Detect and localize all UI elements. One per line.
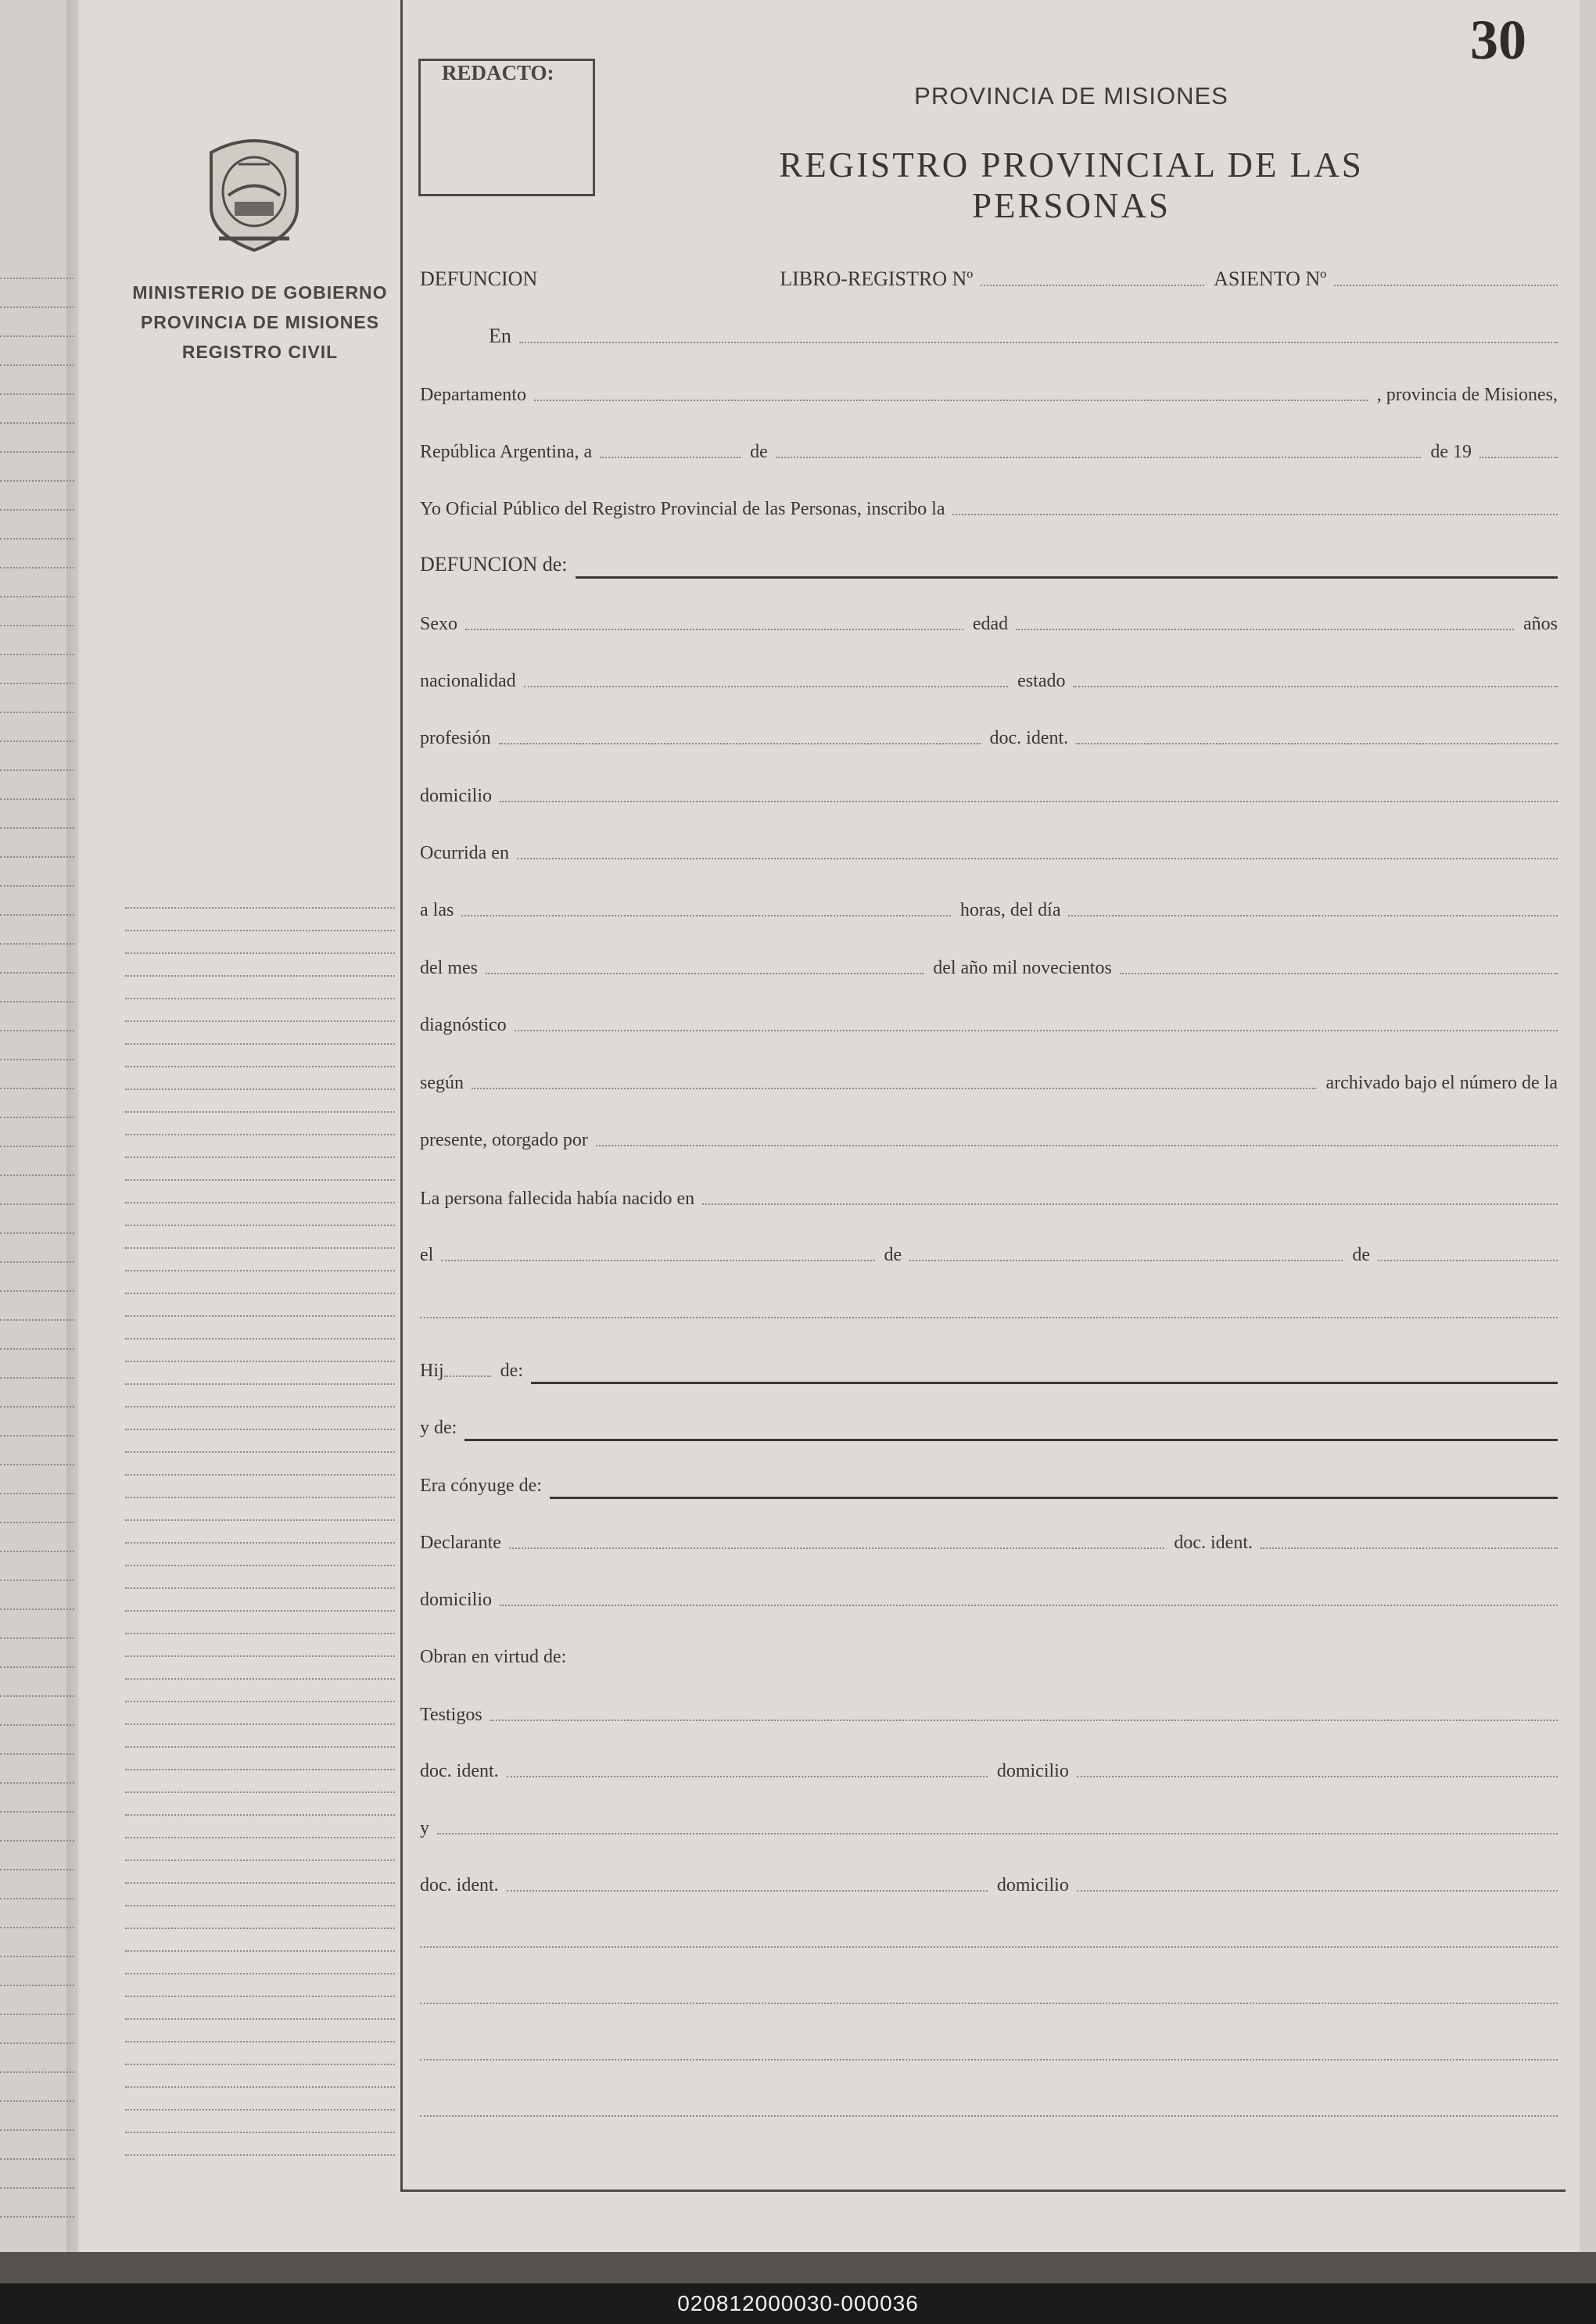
ledger-line	[125, 1860, 395, 1861]
declarante-domicilio-field[interactable]	[500, 1605, 1558, 1606]
lugar-nacimiento-field[interactable]	[702, 1203, 1558, 1205]
form-row-defuncion	[420, 254, 1558, 293]
ledger-line	[0, 596, 74, 597]
ledger-line	[0, 885, 74, 887]
ledger-line	[0, 278, 74, 279]
form-row-oficial	[420, 483, 1558, 522]
ledger-line	[125, 1587, 395, 1589]
notes-line-field[interactable]	[420, 2059, 1558, 2060]
mes-muerte-field[interactable]	[486, 973, 924, 974]
y-de-label: y de:	[420, 1418, 457, 1438]
departamento-field[interactable]	[534, 400, 1368, 401]
ledger-line	[125, 1020, 395, 1022]
form-row-fecha	[420, 426, 1558, 465]
ledger-line	[0, 1753, 74, 1755]
testigo-1-doc-field[interactable]	[507, 1776, 988, 1777]
ledger-line	[0, 1551, 74, 1552]
ledger-line	[125, 2064, 395, 2065]
form-row-nacionalidad	[420, 655, 1558, 694]
form-row-diagnostico	[420, 999, 1558, 1038]
dia-field[interactable]	[600, 457, 741, 458]
form-row-fecha-nacimiento	[420, 1229, 1558, 1268]
ledger-line	[0, 1493, 74, 1494]
ledger-line	[125, 1769, 395, 1770]
declarante-label: Declarante	[420, 1533, 501, 1553]
testigo-2-field[interactable]	[437, 1833, 1558, 1834]
ledger-line	[125, 2154, 395, 2156]
form-row-sexo	[420, 598, 1558, 637]
padre-field[interactable]	[531, 1382, 1558, 1384]
de19-label: de 19	[1430, 442, 1472, 462]
ministry-header	[125, 278, 395, 367]
presente-label: presente, otorgado por	[420, 1130, 588, 1150]
ledger-line	[0, 914, 74, 916]
estado-field[interactable]	[1073, 686, 1558, 687]
ledger-line	[0, 1695, 74, 1697]
ledger-line	[0, 654, 74, 655]
ledger-line	[125, 2132, 395, 2133]
ministry-line: PROVINCIA DE MISIONES	[140, 312, 380, 332]
form-row-testigo-2-doc	[420, 1860, 1558, 1899]
ledger-line	[125, 1814, 395, 1816]
departamento-label: Departamento	[420, 385, 526, 405]
el-label: el	[420, 1245, 434, 1265]
ledger-line	[125, 1655, 395, 1657]
form-row-mes	[420, 942, 1558, 981]
ledger-line	[0, 2071, 74, 2073]
ministry-line: MINISTERIO DE GOBIERNO	[132, 282, 388, 303]
ledger-line	[125, 1406, 395, 1408]
defuncion-label: DEFUNCION	[420, 267, 538, 290]
ledger-line	[125, 1519, 395, 1521]
form-row-testigo-1-doc	[420, 1745, 1558, 1784]
ledger-line	[0, 2014, 74, 2015]
ledger-line	[0, 1464, 74, 1465]
ledger-line	[125, 1633, 395, 1634]
page-bottom-edge	[0, 2252, 1596, 2283]
form-row-segun	[420, 1057, 1558, 1096]
form-row-hora	[420, 884, 1558, 924]
form-row-testigos	[420, 1689, 1558, 1728]
ledger-line	[0, 856, 74, 858]
testigos-label: Testigos	[420, 1705, 482, 1725]
ledger-line	[125, 1791, 395, 1793]
ledger-line	[125, 1996, 395, 1997]
ledger-line	[0, 1377, 74, 1379]
ledger-line	[0, 683, 74, 684]
testigo-1-domicilio-field[interactable]	[1077, 1776, 1558, 1777]
doc-ident-label: doc. ident.	[420, 1875, 499, 1895]
provincia-misiones-text: , provincia de Misiones,	[1376, 385, 1558, 405]
ledger-line	[125, 2109, 395, 2111]
ledger-line	[0, 972, 74, 974]
page-right-edge	[1580, 0, 1596, 2268]
ledger-line	[0, 1609, 74, 1610]
redacto-label: REDACTO:	[442, 61, 554, 84]
form-row-hijo	[420, 1345, 1558, 1384]
diagnostico-field[interactable]	[515, 1030, 1558, 1031]
ledger-line	[0, 2042, 74, 2044]
form-row-blank	[420, 1286, 1558, 1325]
ledger-line	[125, 1701, 395, 1702]
ledger-line	[0, 625, 74, 626]
ledger-line	[125, 1497, 395, 1498]
ledger-line	[125, 1247, 395, 1249]
ledger-line	[125, 1746, 395, 1748]
anio-muerte-field[interactable]	[1120, 973, 1558, 974]
mes-nacimiento-field[interactable]	[909, 1260, 1343, 1261]
ledger-line	[0, 509, 74, 511]
ledger-line	[0, 335, 74, 337]
ledger-line	[125, 1882, 395, 1884]
ledger-line	[0, 480, 74, 482]
ledger-line	[125, 2086, 395, 2088]
ledger-line	[0, 451, 74, 453]
ledger-line	[0, 1898, 74, 1899]
ledger-line	[0, 1203, 74, 1205]
ledger-line	[125, 1928, 395, 1929]
doc-ident-field[interactable]	[1076, 743, 1558, 744]
anio-nacimiento-field[interactable]	[1378, 1260, 1558, 1261]
form-row-ocurrida	[420, 827, 1558, 866]
ocurrida-label: Ocurrida en	[420, 843, 509, 863]
ledger-line	[0, 798, 74, 800]
ledger-line	[0, 1956, 74, 1957]
ledger-line	[125, 1338, 395, 1340]
form-row-obran	[420, 1631, 1558, 1670]
page-number: 30	[1470, 9, 1526, 71]
form-row-y	[420, 1802, 1558, 1842]
form-row-declarante	[420, 1517, 1558, 1556]
ledger-line	[0, 1088, 74, 1089]
sexo-label: Sexo	[420, 614, 457, 634]
ledger-line	[125, 1610, 395, 1612]
doc-ident-label: doc. ident.	[989, 728, 1069, 748]
ledger-line	[125, 998, 395, 999]
profesion-label: profesión	[420, 728, 491, 748]
ledger-line	[125, 1474, 395, 1476]
ledger-line	[0, 1290, 74, 1292]
domicilio-label: domicilio	[420, 1590, 492, 1610]
ledger-line	[125, 1088, 395, 1090]
ocurrida-field[interactable]	[517, 858, 1558, 859]
ledger-line	[0, 1117, 74, 1118]
form-row-defuncion-de	[420, 540, 1558, 579]
ledger-line	[0, 769, 74, 771]
ledger-line	[0, 943, 74, 945]
notes-line-field[interactable]	[420, 1946, 1558, 1948]
ledger-line	[125, 1043, 395, 1045]
ledger-line	[125, 1723, 395, 1725]
testigo-1-field[interactable]	[490, 1720, 1558, 1721]
ledger-line	[0, 1869, 74, 1870]
segun-label: según	[420, 1073, 464, 1093]
ledger-line	[0, 1840, 74, 1842]
ledger-line	[125, 1202, 395, 1203]
ledger-line	[0, 1001, 74, 1002]
testigo-2-domicilio-field[interactable]	[1077, 1890, 1558, 1892]
form-row-departamento	[420, 369, 1558, 408]
registry-title: REGISTRO PROVINCIAL DE LAS PERSONAS	[779, 145, 1364, 225]
en-label: En	[489, 325, 511, 347]
ledger-line	[125, 1179, 395, 1181]
form-row-en	[420, 311, 1558, 350]
form-bottom-border	[400, 2190, 1566, 2192]
horas-dia-label: horas, del día	[959, 900, 1061, 920]
madre-field[interactable]	[464, 1439, 1558, 1441]
ledger-line	[125, 1950, 395, 1952]
ledger-line	[0, 1232, 74, 1234]
notes-line-field[interactable]	[420, 2115, 1558, 2117]
estado-label: estado	[1017, 671, 1066, 691]
ledger-line	[0, 2187, 74, 2189]
form-row-nacimiento	[420, 1173, 1558, 1212]
ledger-line	[125, 930, 395, 931]
domicilio-field[interactable]	[500, 801, 1558, 802]
anio-mil-label: del año mil novecientos	[933, 958, 1112, 978]
conyuge-field[interactable]	[550, 1497, 1558, 1499]
ledger-line	[0, 2100, 74, 2102]
ledger-line	[0, 712, 74, 713]
ledger-line	[0, 1985, 74, 1986]
image-id-label: 020812000030-000036	[677, 2291, 919, 2315]
segun-field[interactable]	[472, 1088, 1316, 1089]
ledger-line	[0, 1522, 74, 1523]
de-label: de	[884, 1245, 902, 1265]
testigo-2-doc-field[interactable]	[507, 1890, 988, 1892]
anio-field[interactable]	[1479, 457, 1558, 458]
stub-divider-line	[400, 0, 403, 2190]
y-label: y	[420, 1818, 429, 1838]
asiento-label: ASIENTO Nº	[1214, 267, 1327, 290]
declarante-doc-field[interactable]	[1261, 1548, 1558, 1549]
de-label: de	[1352, 1245, 1371, 1265]
ledger-line	[0, 1146, 74, 1147]
ledger-line	[0, 2129, 74, 2131]
ledger-line	[125, 1383, 395, 1385]
ledger-line	[0, 2216, 74, 2218]
coat-of-arms-seal-icon	[195, 133, 313, 258]
form-row-notes-1	[420, 1916, 1558, 1955]
ledger-line	[0, 1348, 74, 1350]
domicilio-label: domicilio	[996, 1875, 1069, 1895]
ledger-line	[0, 1175, 74, 1176]
form-row-conyuge	[420, 1460, 1558, 1499]
ledger-line	[0, 1637, 74, 1639]
ledger-line	[0, 567, 74, 568]
ledger-line	[125, 1066, 395, 1067]
ledger-line	[125, 1134, 395, 1135]
doc-ident-label: doc. ident.	[420, 1761, 499, 1781]
anos-label: años	[1523, 614, 1558, 634]
ledger-line	[125, 1315, 395, 1317]
ledger-line	[0, 364, 74, 366]
ledger-line	[125, 1225, 395, 1226]
form-row-notes-4	[420, 2085, 1558, 2124]
ledger-line	[125, 1451, 395, 1453]
ledger-line	[0, 1319, 74, 1321]
oficial-statement: Yo Oficial Público del Registro Provincial de las Personas, inscribo la	[420, 499, 945, 519]
ledger-line	[0, 1435, 74, 1436]
defuncion-de-label: DEFUNCION de:	[420, 553, 568, 576]
libro-registro-label: LIBRO-REGISTRO Nº	[780, 267, 974, 290]
ministry-line: REGISTRO CIVIL	[181, 342, 339, 362]
asiento-field[interactable]	[1334, 285, 1558, 286]
del-mes-label: del mes	[420, 958, 478, 978]
sexo-field[interactable]	[465, 629, 963, 630]
hij-label: Hij	[420, 1361, 444, 1381]
ledger-line	[0, 741, 74, 742]
province-heading: PROVINCIA DE MISIONES	[914, 82, 1228, 109]
nacionalidad-field[interactable]	[524, 686, 1009, 687]
form-row-presente	[420, 1114, 1558, 1153]
ledger-line	[0, 2158, 74, 2160]
ledger-line	[0, 1261, 74, 1263]
ledger-line	[125, 1678, 395, 1680]
archivado-label: archivado bajo el número de la	[1325, 1073, 1558, 1093]
domicilio-label: domicilio	[420, 786, 492, 806]
hij-suffix-field[interactable]	[444, 1375, 491, 1377]
en-field[interactable]	[519, 342, 1558, 343]
ledger-line	[125, 1361, 395, 1362]
ledger-line	[0, 1580, 74, 1581]
edad-label: edad	[972, 614, 1009, 634]
ledger-line	[0, 422, 74, 424]
libro-registro-field[interactable]	[981, 285, 1204, 286]
ledger-line	[125, 1837, 395, 1838]
edad-field[interactable]	[1016, 629, 1514, 630]
ledger-line	[0, 827, 74, 829]
blank-line-field[interactable]	[420, 1317, 1558, 1318]
otorgado-por-field[interactable]	[596, 1145, 1558, 1146]
ledger-line	[0, 1782, 74, 1784]
diagnostico-label: diagnóstico	[420, 1015, 507, 1035]
nacionalidad-label: nacionalidad	[420, 671, 516, 691]
dia-nacimiento-field[interactable]	[441, 1260, 874, 1261]
a-las-label: a las	[420, 900, 454, 920]
domicilio-label: domicilio	[996, 1761, 1069, 1781]
ledger-line	[125, 1905, 395, 1906]
ledger-line	[0, 1030, 74, 1031]
republica-label: República Argentina, a	[420, 442, 593, 462]
ledger-line	[125, 952, 395, 954]
ledger-line	[0, 307, 74, 308]
notes-line-field[interactable]	[420, 2003, 1558, 2004]
form-row-domicilio-declarante	[420, 1574, 1558, 1613]
ledger-line	[0, 1666, 74, 1668]
profesion-field[interactable]	[499, 743, 981, 744]
form-row-profesion	[420, 712, 1558, 751]
ledger-line	[0, 393, 74, 395]
ledger-line	[125, 1973, 395, 1974]
ledger-line	[125, 2018, 395, 2020]
hora-field[interactable]	[461, 915, 951, 916]
ledger-line	[125, 975, 395, 977]
ledger-line	[125, 2041, 395, 2042]
ledger-line	[125, 1293, 395, 1294]
mes-field[interactable]	[776, 457, 1422, 458]
ledger-line	[125, 1565, 395, 1566]
doc-ident-label: doc. ident.	[1174, 1533, 1253, 1553]
ledger-line	[125, 1111, 395, 1113]
fallecida-label: La persona fallecida había nacido en	[420, 1189, 695, 1209]
form-row-y-de	[420, 1402, 1558, 1441]
form-row-notes-3	[420, 2028, 1558, 2068]
ledger-line	[125, 1270, 395, 1271]
declarante-field[interactable]	[509, 1548, 1164, 1549]
de-label: de	[750, 442, 768, 462]
ledger-line	[125, 907, 395, 909]
ledger-line	[125, 1542, 395, 1544]
archive-footer	[0, 2283, 1596, 2324]
conyuge-label: Era cónyuge de:	[420, 1476, 542, 1496]
ledger-line	[0, 1927, 74, 1928]
hij-de-label: de:	[500, 1361, 523, 1381]
form-row-domicilio	[420, 770, 1558, 809]
ledger-line	[0, 1811, 74, 1813]
dia-muerte-field[interactable]	[1068, 915, 1558, 916]
ledger-line	[0, 1724, 74, 1726]
ledger-line	[0, 1406, 74, 1408]
obran-label: Obran en virtud de:	[420, 1647, 567, 1667]
form-row-notes-2	[420, 1972, 1558, 2011]
ledger-line	[125, 1429, 395, 1430]
deceased-name-field[interactable]	[576, 576, 1558, 579]
ledger-line	[0, 538, 74, 540]
ledger-line	[0, 1059, 74, 1060]
inscribo-field[interactable]	[952, 514, 1558, 515]
ledger-line	[125, 1157, 395, 1158]
